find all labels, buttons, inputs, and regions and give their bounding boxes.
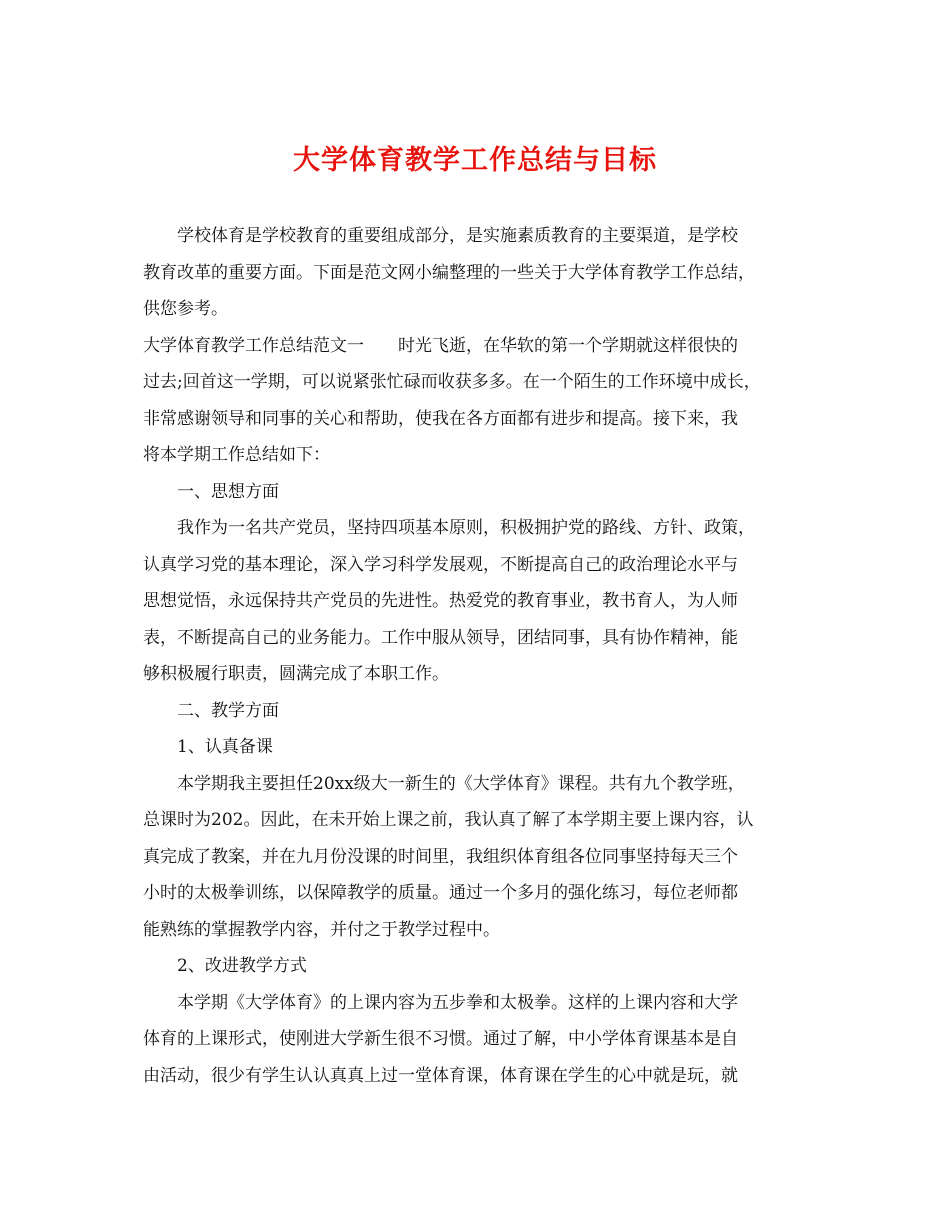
section-heading: 二、教学方面 — [177, 700, 279, 721]
body-line: 思想觉悟，永远保持共产党员的先进性。热爱党的教育事业，教书育人，为人师 — [143, 591, 738, 611]
body-line: 本学期我主要担任20xx级大一新生的《大学体育》课程。共有九个教学班， — [177, 773, 745, 794]
section-heading: 一、思想方面 — [177, 481, 279, 502]
body-line: 本学期《大学体育》的上课内容为五步拳和太极拳。这样的上课内容和大学 — [177, 992, 738, 1013]
body-line: 认真学习党的基本理论，深入学习科学发展观，不断提高自己的政治理论水平与 — [143, 554, 738, 575]
body-line: 将本学期工作总结如下： — [143, 445, 330, 465]
subsection-heading: 1、认真备课 — [177, 737, 273, 757]
subsection-heading: 2、改进教学方式 — [177, 956, 307, 976]
body-line: 非常感谢领导和同事的关心和帮助，使我在各方面都有进步和提高。接下来，我 — [143, 408, 738, 429]
body-line: 我作为一名共产党员，坚持四项基本原则，积极拥护党的路线、方针、政策， — [177, 518, 755, 538]
body-line: 体育的上课形式，使刚进大学新生很不习惯。通过了解，中小学体育课基本是自 — [143, 1029, 738, 1049]
body-line: 能熟练的掌握教学内容，并付之于教学过程中。 — [143, 919, 500, 940]
document-body — [143, 218, 813, 1094]
body-line: 供您参考。 — [143, 299, 228, 319]
body-line-tail: 时光飞逝，在华软的第一个学期就这样很快的 — [398, 335, 738, 356]
body-line: 总课时为202。因此，在未开始上课之前，我认真了解了本学期主要上课内容，认 — [143, 810, 754, 830]
body-line: 过去;回首这一学期，可以说紧张忙碌而收获多多。在一个陌生的工作环境中成长， — [143, 372, 761, 392]
body-line: 够积极履行职责，圆满完成了本职工作。 — [143, 664, 449, 684]
body-line: 由活动，很少有学生认认真真上过一堂体育课，体育课在学生的心中就是玩，就 — [143, 1065, 738, 1086]
body-line — [143, 328, 813, 365]
section-heading-inline: 大学体育教学工作总结范文一 — [143, 335, 364, 356]
body-line: 真完成了教案，并在九月份没课的时间里，我组织体育组各位同事坚持每天三个 — [143, 846, 738, 867]
body-line: 学校体育是学校教育的重要组成部分，是实施素质教育的主要渠道，是学校 — [177, 226, 738, 246]
document-title: 大学体育教学工作总结与目标 — [293, 145, 657, 176]
body-line: 教育改革的重要方面。下面是范文网小编整理的一些关于大学体育教学工作总结， — [143, 262, 755, 283]
body-line: 表，不断提高自己的业务能力。工作中服从领导，团结同事，具有协作精神，能 — [143, 627, 738, 648]
body-line: 小时的太极拳训练，以保障教学的质量。通过一个多月的强化练习，每位老师都 — [143, 883, 738, 903]
